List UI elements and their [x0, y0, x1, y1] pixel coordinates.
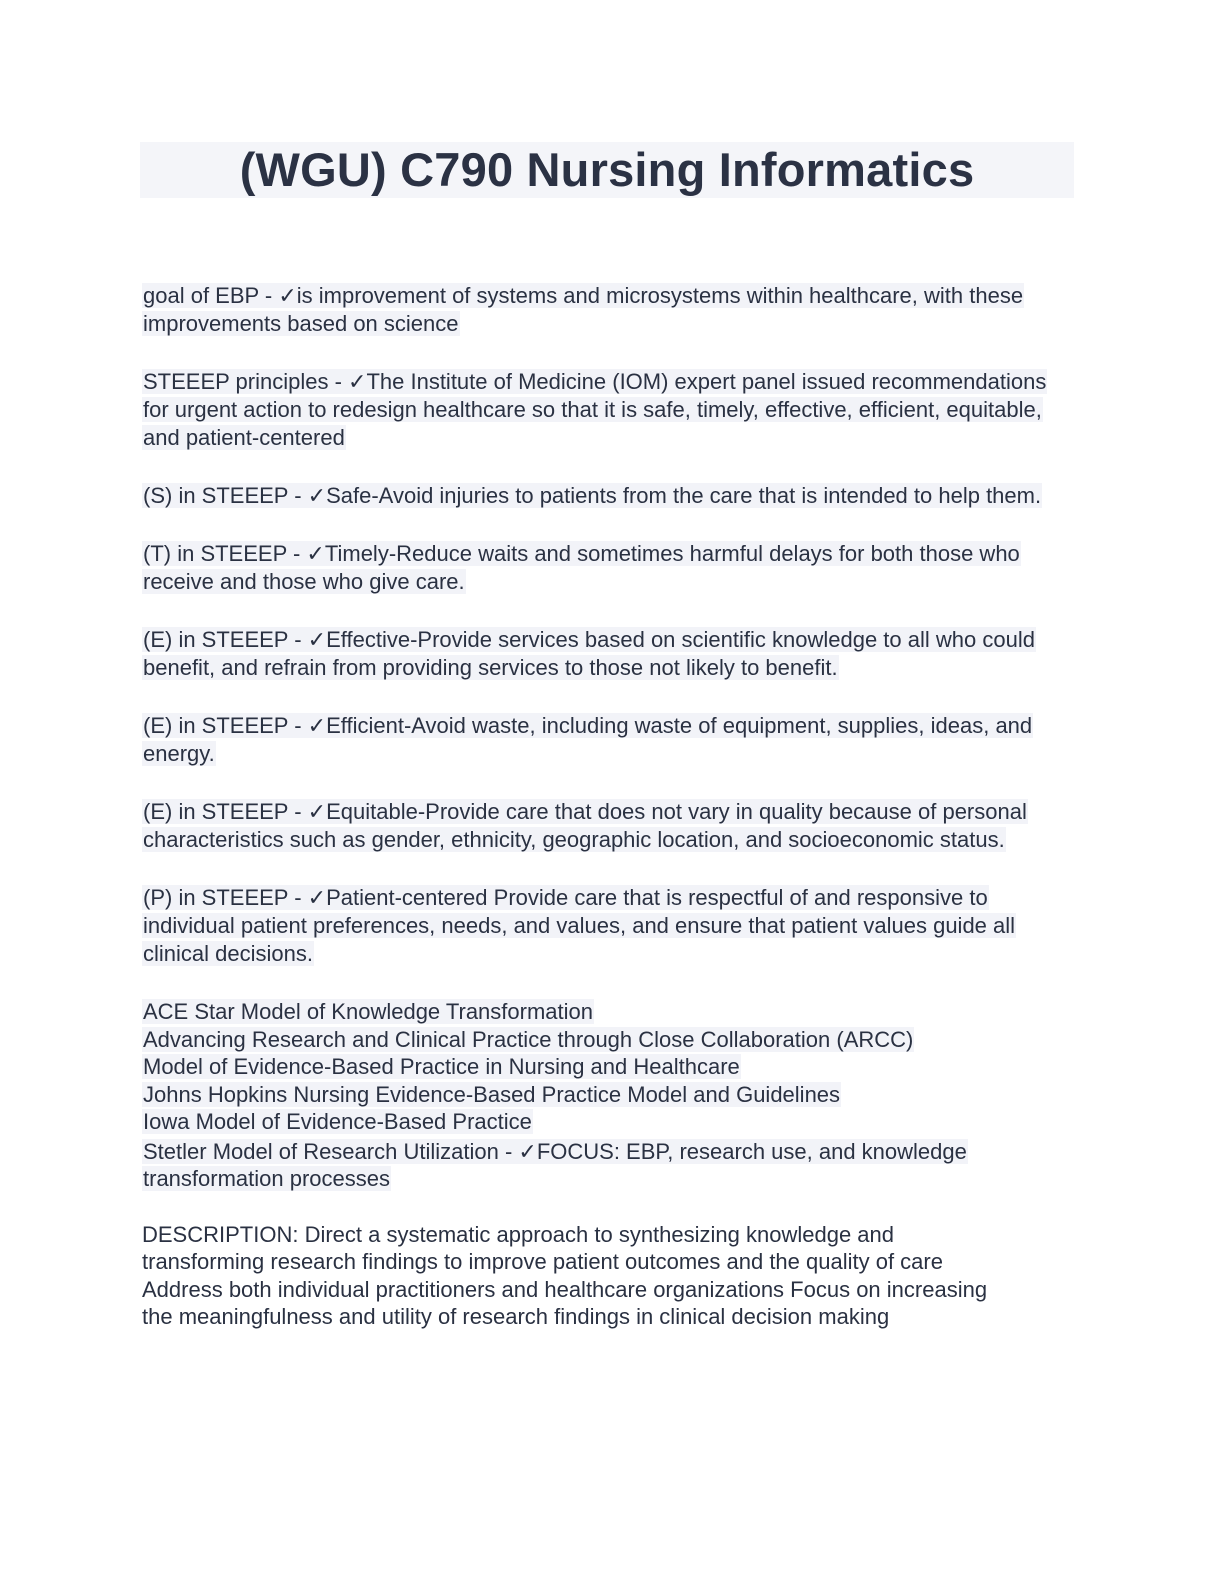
checkmark-icon: ✓	[278, 283, 297, 308]
entry-definition: Effective-Provide services based on scientific knowledge to all who could benefit, and refrain from providing services to those not likely to benefit.	[143, 627, 1035, 680]
description-block	[142, 1221, 1072, 1331]
entry-text	[142, 799, 1028, 852]
entry-definition: Patient-centered Provide care that is respectful of and responsive to individual patient preferences, needs, and values, and ensure that patient values guide all clinical decisions.	[143, 885, 1016, 966]
description-line: DESCRIPTION: Direct a systematic approach to synthesizing knowledge and	[142, 1221, 894, 1247]
entry-separator: -	[288, 713, 308, 738]
entry-term: (P) in STEEEP	[143, 885, 289, 910]
entry-separator: -	[328, 369, 349, 394]
entry-separator: -	[288, 483, 308, 508]
description-line: Address both individual practitioners and healthcare organizations Focus on increasing	[142, 1276, 988, 1302]
checkmark-icon: ✓	[307, 713, 327, 738]
entry-definition: Safe-Avoid injuries to patients from the care that is intended to help them.	[326, 483, 1042, 508]
flashcard-entry	[142, 282, 1072, 338]
entry-text	[142, 713, 1033, 766]
entry-text	[142, 627, 1036, 680]
description-line: transforming research findings to improve patient outcomes and the quality of care	[142, 1249, 943, 1274]
entry-definition: Equitable-Provide care that does not vary in quality because of personal characteristics such as gender, ethnicity, geographic location, and socioeconomic status.	[143, 799, 1027, 852]
model-line: Model of Evidence-Based Practice in Nursing and Healthcare	[143, 1054, 740, 1079]
flashcard-entry	[142, 540, 1072, 596]
entry-separator: -	[288, 799, 308, 824]
checkmark-icon: ✓	[307, 799, 327, 824]
checkmark-icon: ✓	[307, 483, 327, 508]
entry-text	[142, 283, 1024, 336]
entry-text	[142, 483, 1042, 508]
flashcard-entry	[142, 798, 1072, 854]
entry-separator: -	[258, 283, 279, 308]
entry-definition: Timely-Reduce waits and sometimes harmful delays for both those who receive and those who give care.	[143, 541, 1020, 594]
checkmark-icon: ✓	[307, 885, 327, 910]
document-title: (WGU) C790 Nursing Informatics	[239, 143, 975, 196]
entry-separator: -	[286, 541, 307, 566]
model-line-with-definition	[142, 1138, 1072, 1193]
flashcard-entry	[142, 626, 1072, 682]
entry-text	[142, 1139, 968, 1192]
flashcard-entry	[142, 712, 1072, 768]
flashcard-entry	[142, 482, 1072, 510]
entry-definition: Efficient-Avoid waste, including waste of equipment, supplies, ideas, and energy.	[143, 713, 1033, 766]
entry-term: (S) in STEEEP	[143, 483, 289, 508]
description-line: the meaningfulness and utility of research findings in clinical decision making	[142, 1304, 890, 1329]
entry-text	[142, 885, 1016, 966]
entry-text	[142, 541, 1021, 594]
model-line: ACE Star Model of Knowledge Transformation	[143, 999, 594, 1024]
entry-term: (E) in STEEEP	[143, 799, 289, 824]
ebp-models-entry	[142, 998, 1072, 1193]
entry-term: STEEEP principles	[143, 369, 329, 394]
checkmark-icon: ✓	[307, 627, 327, 652]
entry-term: (T) in STEEEP	[143, 541, 287, 566]
entry-term: (E) in STEEEP	[143, 713, 289, 738]
entry-term: goal of EBP	[143, 283, 259, 308]
entry-definition: FOCUS: EBP, research use, and knowledge transformation processes	[143, 1138, 967, 1191]
flashcard-list	[142, 282, 1072, 1331]
checkmark-icon: ✓	[348, 369, 367, 394]
entry-definition: is improvement of systems and microsystems within healthcare, with these improvements based on science	[143, 283, 1024, 336]
model-line: Advancing Research and Clinical Practice through Close Collaboration (ARCC)	[143, 1026, 914, 1052]
checkmark-icon: ✓	[306, 541, 325, 566]
checkmark-icon: ✓	[518, 1138, 537, 1164]
entry-term: (E) in STEEEP	[143, 627, 289, 652]
entry-term: Stetler Model of Research Utilization	[143, 1138, 499, 1164]
flashcard-entry	[142, 884, 1072, 968]
title-band	[140, 142, 1074, 198]
flashcard-entry	[142, 368, 1072, 452]
model-line: Iowa Model of Evidence-Based Practice	[143, 1109, 532, 1134]
model-line: Johns Hopkins Nursing Evidence-Based Practice Model and Guidelines	[143, 1081, 841, 1107]
entry-separator: -	[288, 627, 308, 652]
entry-definition: The Institute of Medicine (IOM) expert panel issued recommendations for urgent action to redesign healthcare so that it is safe, timely, effective, efficient, equitable, and patient-centered	[143, 369, 1047, 450]
entry-separator: -	[288, 885, 308, 910]
entry-text	[142, 369, 1047, 450]
entry-separator: -	[498, 1138, 519, 1164]
